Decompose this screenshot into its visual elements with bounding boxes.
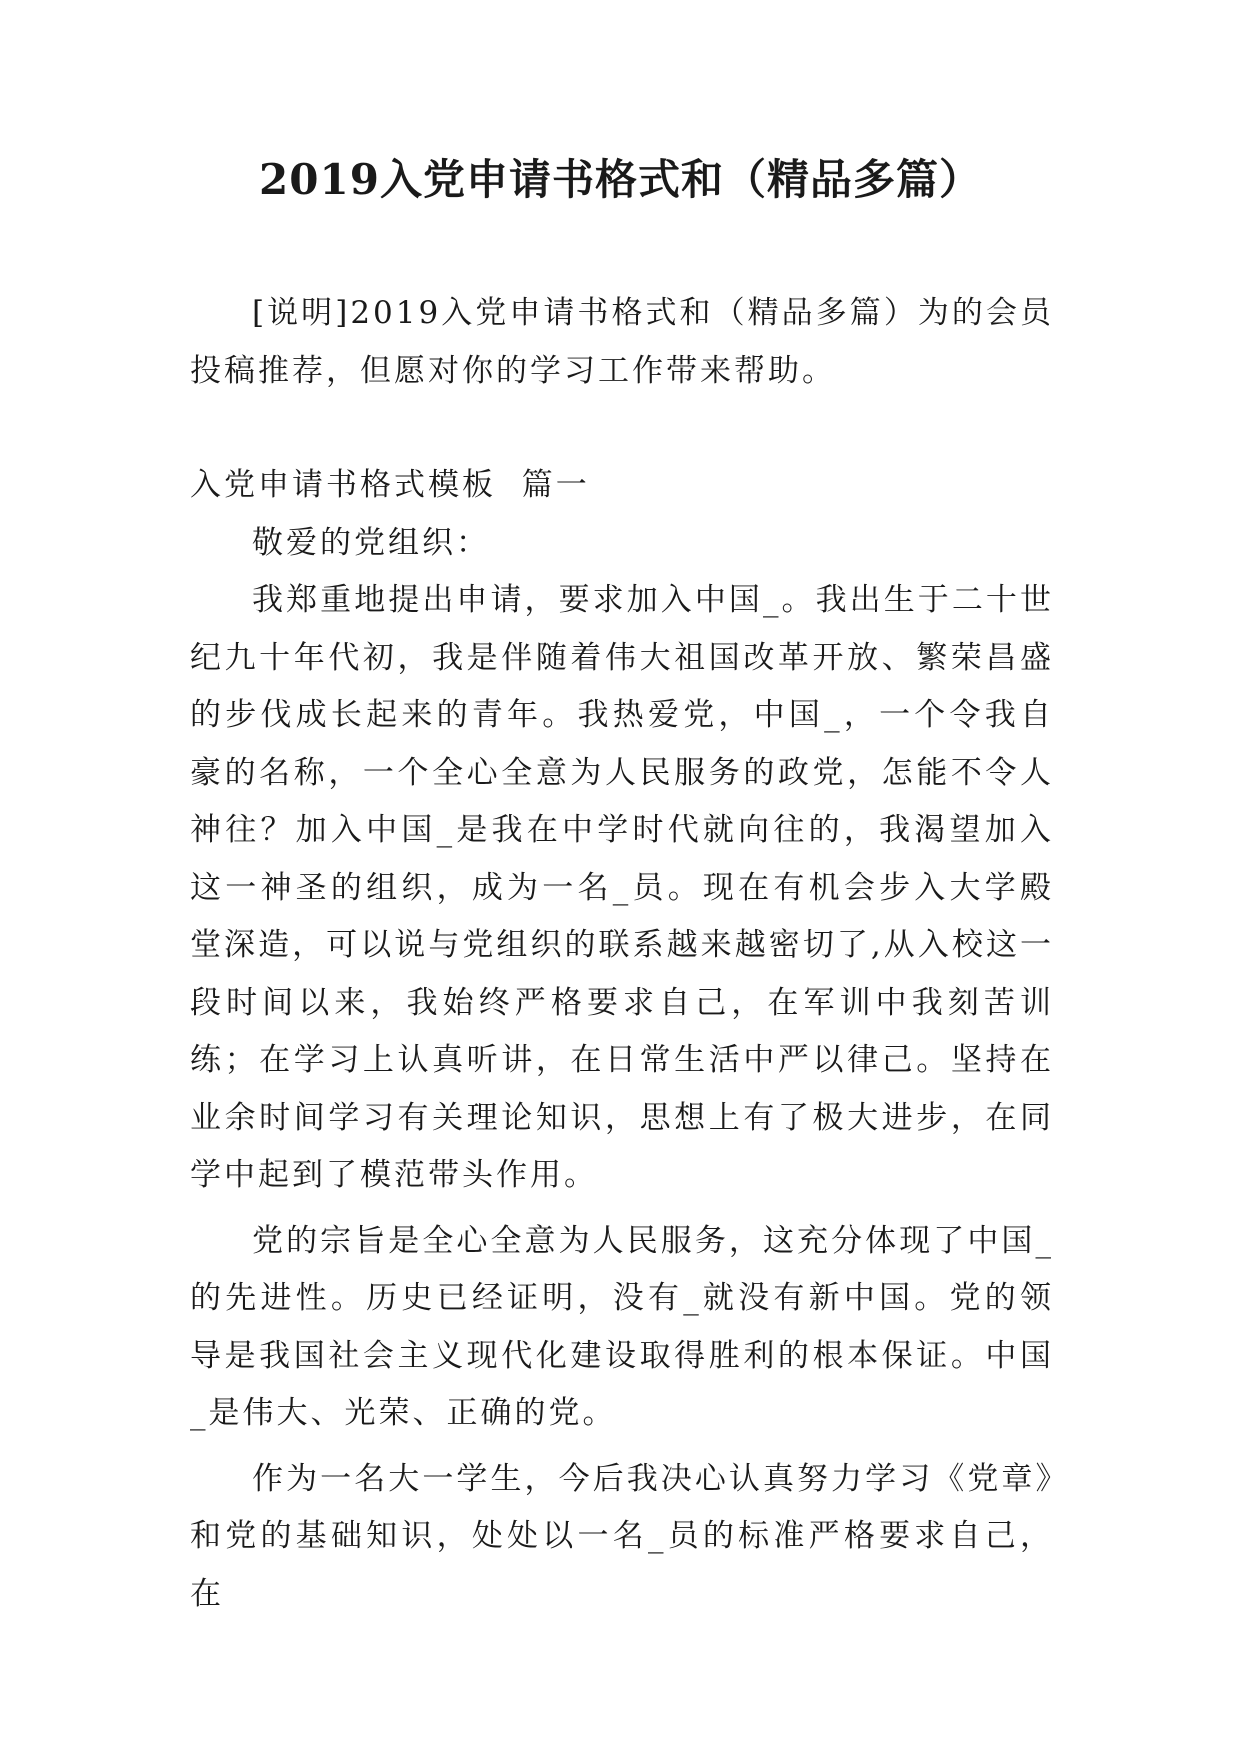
salutation: 敬爱的党组织： [252,524,490,561]
body-paragraph-3: 作为一名大一学生，今后我决心认真努力学习《党章》和党的基础知识，处处以一名_员的标准严格要求自己，在 [190,1460,1054,1612]
intro-paragraph: [说明]2019入党申请书格式和（精品多篇）为的会员投稿推荐，但愿对你的学习工作带来帮助。 [190,295,1054,389]
document-title: 2019入党申请书格式和（精品多篇） [259,155,982,204]
body-paragraph-1: 我郑重地提出申请，要求加入中国_。我出生于二十世纪九十年代初，我是伴随着伟大祖国改革开放、繁荣昌盛的步伐成长起来的青年。我热爱党，中国_，一个令我自豪的名称，一个全心全意为人民服务的政党，怎能不令人神往？加入中国_是我在中学时代就向往的，我渴望加入这一神圣的组织，成为一名_员。现在有机会步入大学殿堂深造，可以说与党组织的联系越来越密切了,从入校这一段时间以来，我始终严格要求自己，在军训中我刻苦训练；在学习上认真听讲，在日常生活中严以律己。坚持在业余时间学习有关理论知识，思想上有了极大进步，在同学中起到了模范带头作用。 [190,582,1054,1193]
document-body [190,285,1054,1623]
body-paragraph-2: 党的宗旨是全心全意为人民服务，这充分体现了中国_的先进性。历史已经证明，没有_就没有新中国。党的领导是我国社会主义现代化建设取得胜利的根本保证。中国_是伟大、光荣、正确的党。 [190,1222,1054,1431]
section-heading: 入党申请书格式模板 篇一 [190,467,590,503]
